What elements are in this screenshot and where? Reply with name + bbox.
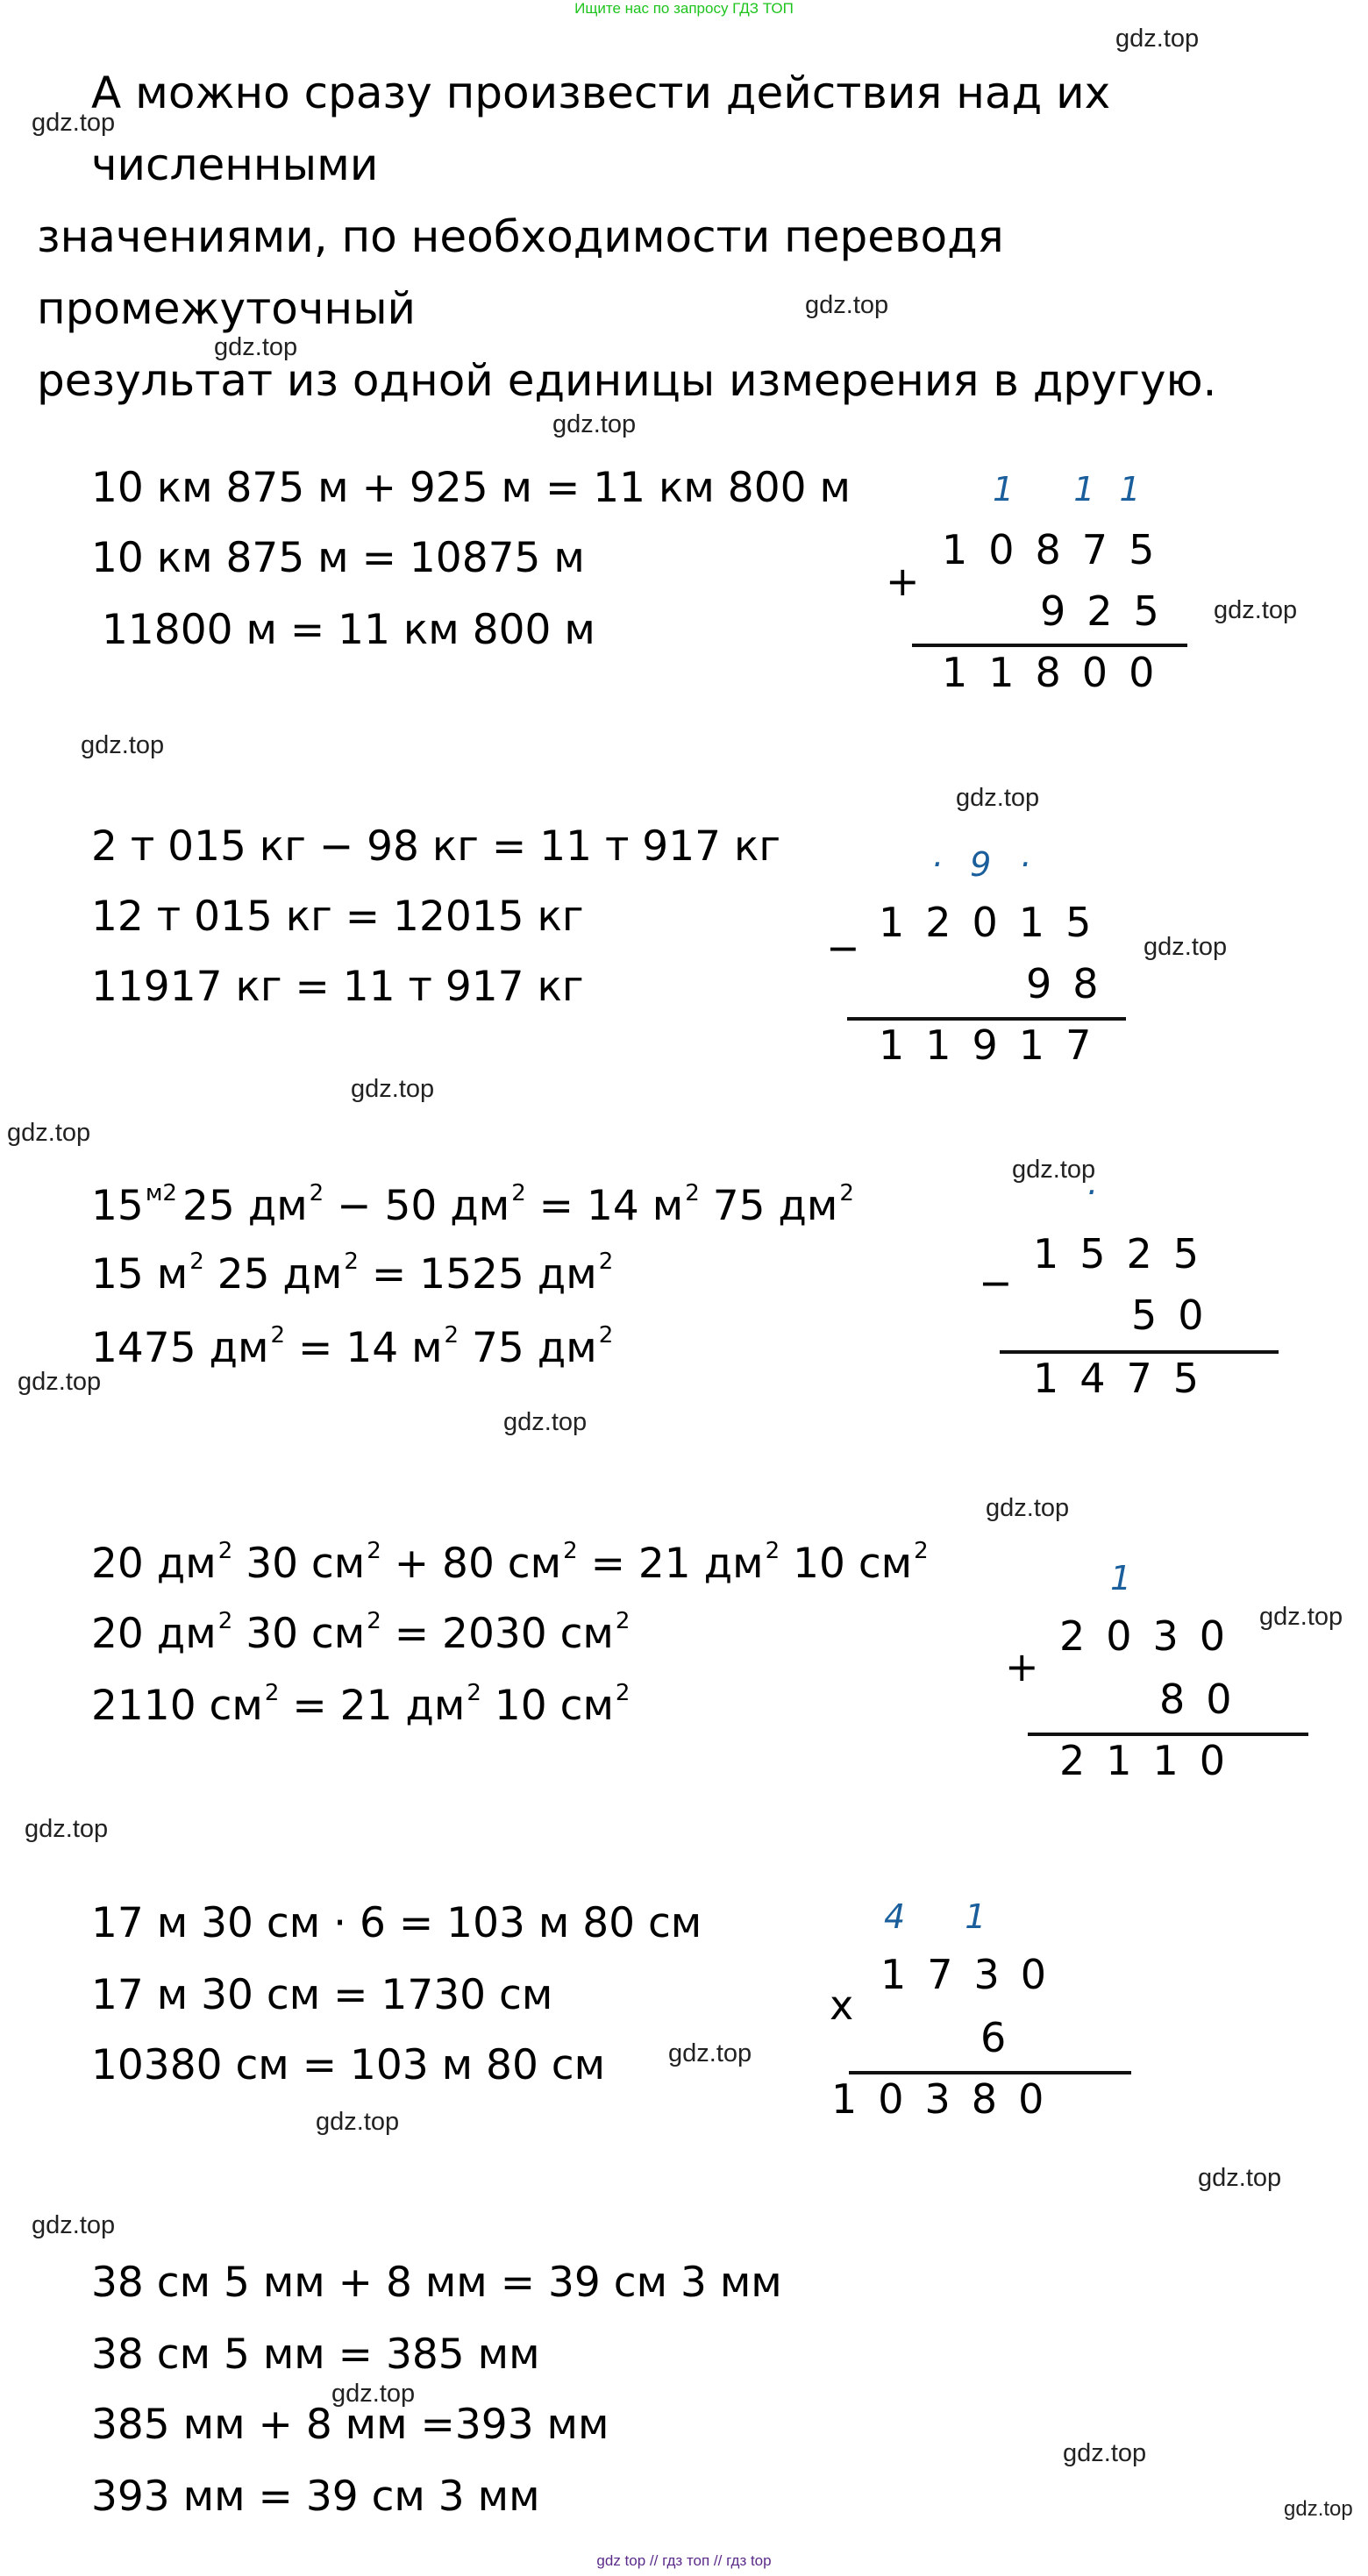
ex1-bottom-number: 925 [1040, 587, 1180, 635]
ex2-top-number: 12015 [879, 899, 1113, 946]
ex1-line-2: 10 км 875 м = 10875 м [91, 534, 585, 582]
ex1-line-3: 11800 м = 11 км 800 м [102, 606, 595, 654]
ex1-result-number: 11800 [942, 649, 1176, 696]
watermark: gdz.top [32, 109, 116, 137]
intro-paragraph [37, 57, 1352, 416]
bottom-banner: gdz top // гдз топ // гдз top [596, 2552, 772, 2569]
watermark: gdz.top [1214, 596, 1298, 624]
ex5-bottom-number: 6 [980, 2014, 1028, 2061]
ex4-bottom-number: 80 [1159, 1676, 1253, 1723]
ex6-line-1: 38 см 5 мм + 8 мм = 39 см 3 мм [91, 2259, 782, 2307]
ex1-line-1: 10 км 875 м + 925 м = 11 км 800 м [91, 464, 851, 512]
ex1-operator: + [886, 558, 920, 605]
watermark: gdz.top [1063, 2439, 1147, 2467]
ex2-operator: − [826, 924, 860, 971]
ex3-carry: · [1086, 1173, 1122, 1212]
watermark: gdz.top [1115, 25, 1200, 53]
ex3-line-3: 1475 $дм^2 = 14$ $м^2$ 75 $дм^2$ [91, 1322, 614, 1372]
watermark: gdz.top [1259, 1603, 1343, 1631]
watermark: gdz.top [503, 1408, 588, 1436]
watermark: gdz.top [351, 1075, 435, 1103]
ex6-line-2: 38 см 5 мм = 385 мм [91, 2330, 540, 2379]
ex5-operator: x [830, 1982, 854, 2029]
ex4-line-2: 20 $дм^2$ 30 $см^2 = 2030$ $см^2$ [91, 1608, 631, 1658]
ex3-bottom-number: 50 [1131, 1292, 1225, 1339]
ex1-carry: 1 11 [993, 470, 1165, 509]
top-banner: Ищите нас по запросу ГДЗ ТОП [574, 0, 794, 17]
watermark: gdz.top [552, 410, 637, 438]
watermark: gdz.top [805, 291, 889, 319]
ex2-line-2: 12 т 015 кг = 12015 кг [91, 893, 584, 941]
ex4-line-3: 2110 $см^2 = 21$ $дм^2$ 10 $см^2$ [91, 1680, 631, 1730]
ex6-line-4: 393 мм = 39 см 3 мм [91, 2473, 540, 2521]
ex5-carry: 4 1 [884, 1897, 1011, 1936]
watermark: gdz.top [1012, 1156, 1096, 1184]
ex5-top-number: 1730 [880, 1951, 1068, 1998]
ex3-line-2: 15 $м^2$ 25 $дм^2 = 1525$ $дм^2$ [91, 1249, 614, 1299]
ex6-line-3: 385 мм + 8 мм =393 мм [91, 2401, 609, 2449]
ex2-result-number: 11917 [879, 1021, 1113, 1069]
ex5-line-3: 10380 см = 103 м 80 см [91, 2041, 606, 2089]
ex3-top-number: 1525 [1033, 1230, 1221, 1277]
watermark: gdz.top [25, 1815, 109, 1843]
ex2-line-3: 11917 кг = 11 т 917 кг [91, 963, 584, 1011]
intro-line: результат из одной единицы измерения в другую. [37, 355, 1217, 406]
watermark: gdz.top [32, 2211, 116, 2239]
watermark: gdz.top [7, 1119, 91, 1147]
ex5-result-number: 10380 [831, 2075, 1065, 2123]
ex2-line-1: 2 т 015 кг − 98 кг = 11 т 917 кг [91, 822, 781, 871]
watermark: gdz.top [81, 731, 165, 759]
ex4-result-number: 2110 [1059, 1737, 1247, 1784]
intro-line: значениями, по необходимости переводя промежуточный [37, 211, 1004, 334]
watermark: gdz.top [1284, 2497, 1353, 2521]
watermark: gdz.top [18, 1368, 102, 1396]
watermark: gdz.top [956, 784, 1040, 812]
intro-line: А можно сразу произвести действия над их численными [91, 68, 1111, 190]
watermark: gdz.top [986, 1494, 1070, 1522]
watermark: gdz.top [1144, 933, 1228, 961]
ex2-bottom-number: 98 [1026, 960, 1120, 1007]
ex5-line-2: 17 м 30 см = 1730 см [91, 1971, 553, 2019]
ex2-carry: · 9 · [931, 845, 1039, 884]
watermark: gdz.top [316, 2108, 400, 2136]
ex3-operator: − [979, 1259, 1013, 1306]
ex5-line-1: 17 м 30 см · 6 = 103 м 80 см [91, 1899, 702, 1947]
ex4-carry: 1 [1110, 1559, 1157, 1598]
ex4-top-number: 2030 [1059, 1612, 1247, 1660]
watermark: gdz.top [1198, 2164, 1282, 2192]
ex4-operator: + [1005, 1643, 1039, 1690]
ex3-result-number: 1475 [1033, 1355, 1221, 1402]
watermark: gdz.top [668, 2039, 752, 2067]
ex4-line-1: 20 $дм^2$ 30 $см^2 + 80$ $см^2 = 21$ $дм^2$ 10 $см^2$ [91, 1538, 929, 1588]
ex1-top-number: 10875 [942, 526, 1176, 573]
ex3-line-1: $15^{м2}$ 25 $дм^2 - 50$ $дм^2 = 14$ $м^2$ 75 $дм^2$ [91, 1180, 854, 1230]
watermark: gdz.top [331, 2380, 416, 2408]
watermark: gdz.top [214, 333, 298, 361]
